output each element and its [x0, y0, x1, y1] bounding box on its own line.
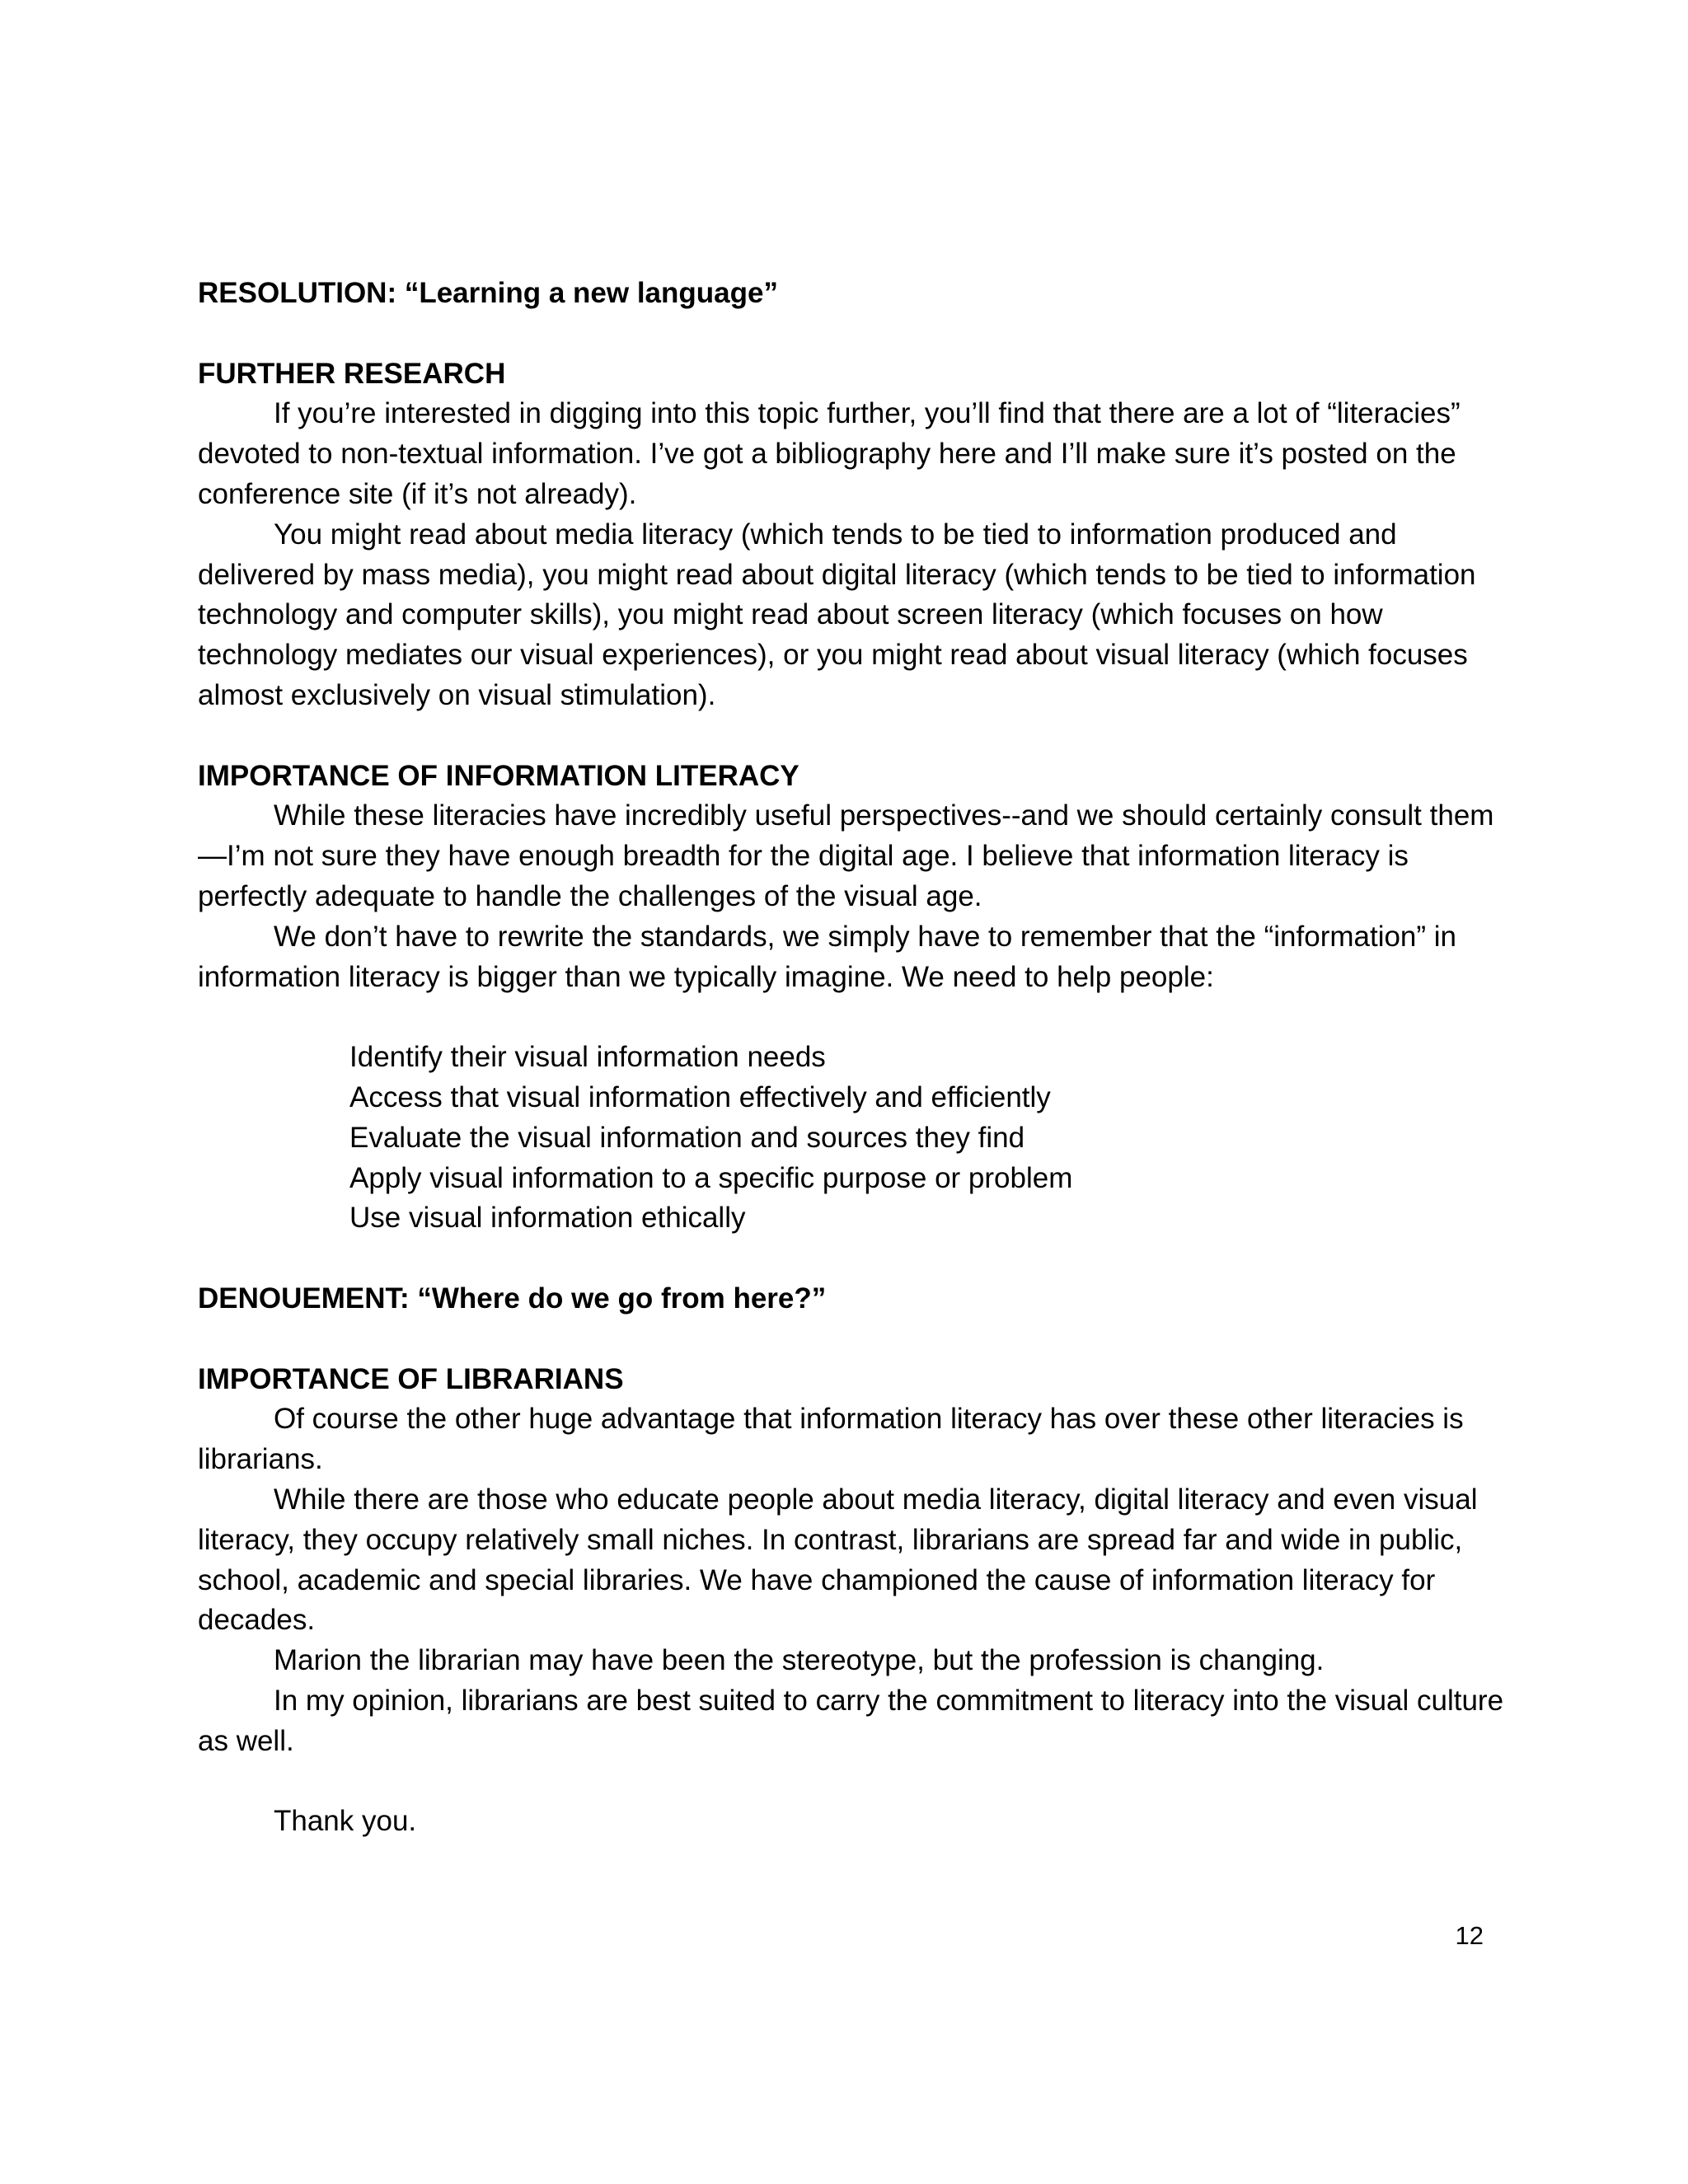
info-literacy-paragraph-1: While these literacies have incredibly useful perspectives--and we should certainly consult them—I’m not sure they have enough breadth for the digital age. I believe that information literacy is perfectly adequate to handle the challenges of the visual age. [198, 799, 1494, 912]
further-research-paragraph-1: If you’re interested in digging into this topic further, you’ll find that there are a lot of “literacies” devoted to non-textual information. I’ve got a bibliography here and I’ll make sure it’s posted on the conference site (if it’s not already). [198, 397, 1461, 510]
spacer [198, 997, 1504, 1038]
resolution-heading: RESOLUTION: “Learning a new language” [198, 277, 778, 309]
document-body [198, 274, 1504, 1842]
spacer [198, 1761, 1504, 1802]
spacer [198, 314, 1504, 354]
visual-literacy-goals-list [198, 1038, 1504, 1239]
info-literacy-paragraph-2: We don’t have to rewrite the standards, we simply have to remember that the “information” in information literacy is bigger than we typically imagine. We need to help people: [198, 920, 1457, 993]
further-research-heading: FURTHER RESEARCH [198, 357, 506, 390]
librarians-paragraph-2: While there are those who educate people about media literacy, digital literacy and even visual literacy, they occupy relatively small niches. In contrast, librarians are spread far and wide in public, school, academic and special libraries. We have championed the cause of information literacy for decades. [198, 1483, 1478, 1637]
spacer [198, 1319, 1504, 1360]
librarians-paragraph-1: Of course the other huge advantage that information literacy has over these other literacies is librarians. [198, 1403, 1464, 1476]
list-item: Use visual information ethically [349, 1202, 746, 1235]
spacer [198, 1239, 1504, 1279]
librarians-paragraph-4: In my opinion, librarians are best suited to carry the commitment to literacy into the visual culture as well. [198, 1684, 1504, 1757]
list-item: Apply visual information to a specific purpose or problem [349, 1161, 1073, 1194]
denouement-heading: DENOUEMENT: “Where do we go from here?” [198, 1282, 827, 1315]
librarians-heading: IMPORTANCE OF LIBRARIANS [198, 1362, 624, 1395]
info-literacy-heading: IMPORTANCE OF INFORMATION LITERACY [198, 759, 799, 792]
list-item: Identify their visual information needs [349, 1041, 826, 1074]
closing-text: Thank you. [274, 1805, 417, 1838]
spacer [198, 716, 1504, 757]
librarians-paragraph-3: Marion the librarian may have been the stereotype, but the profession is changing. [274, 1644, 1325, 1677]
list-item: Access that visual information effectively and efficiently [349, 1080, 1051, 1113]
page-number: 12 [1455, 1921, 1484, 1950]
list-item: Evaluate the visual information and sources they find [349, 1121, 1025, 1154]
further-research-paragraph-2: You might read about media literacy (which tends to be tied to information produced and delivered by mass media), you might read about digital literacy (which tends to be tied to information technology and computer skills), you might read about screen literacy (which focuses on how technology mediates our visual experiences), or you might read about visual literacy (which focuses almost exclusively on visual stimulation). [198, 518, 1476, 711]
